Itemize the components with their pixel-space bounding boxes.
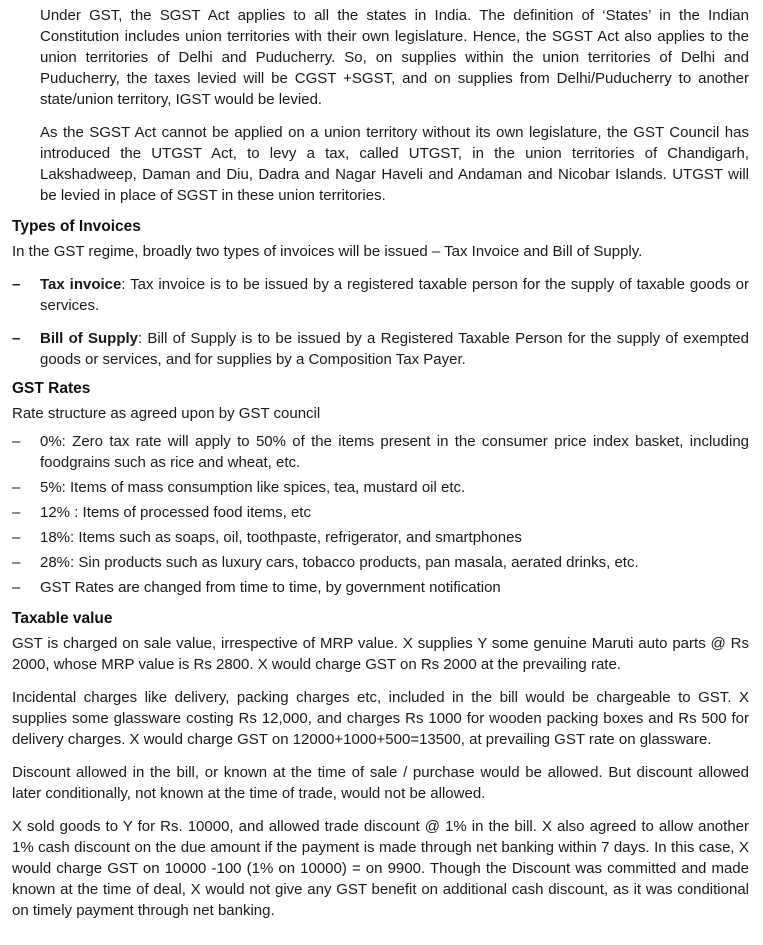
taxable-paragraph-mrp: GST is charged on sale value, irrespective of MRP value. X supplies Y some genuine Maruti auto parts @ Rs 2000, whose MRP value is Rs 2800. X would charge GST on Rs 2000 at the prevailing rate.: [12, 635, 749, 673]
invoices-intro: In the GST regime, broadly two types of invoices will be issued – Tax Invoice and Bill of Supply.: [12, 243, 643, 260]
section-heading-taxable-value: Taxable value: [12, 610, 113, 627]
taxable-paragraph-incidental: Incidental charges like delivery, packing charges etc, included in the bill would be chargeable to GST. X supplies some glassware costing Rs 12,000, and charges Rs 1000 for wooden packing boxes and Rs 500 for delivery charges. X would charge GST on 12000+1000+500=13500, at prevailing GST rate on glassware.: [12, 689, 749, 748]
list-item-text: 0%: Zero tax rate will apply to 50% of the items present in the consumer price index basket, including foodgrains such as rice and wheat, etc.: [40, 433, 749, 471]
term-definition: : Tax invoice is to be issued by a registered taxable person for the supply of taxable goods or services.: [40, 276, 749, 314]
list-item-tax-invoice: [12, 274, 749, 316]
list-item-text: GST Rates are changed from time to time, by government notification: [40, 579, 501, 596]
list-item-text: 28%: Sin products such as luxury cars, tobacco products, pan masala, aerated drinks, etc.: [40, 554, 639, 571]
intro-paragraph-utgst: As the SGST Act cannot be applied on a union territory without its own legislature, the GST Council has introduced the UTGST Act, to levy a tax, called UTGST, in the union territories of Chandigarh, Lakshadweep, Daman and Diu, Dadra and Nagar Haveli and Andaman and Nicobar Islands. UTGST will be levied in place of SGST in these union territories.: [40, 124, 749, 204]
list-item-rate-changes: [12, 577, 749, 598]
list-dash: –: [12, 276, 21, 293]
list-dash: –: [12, 330, 21, 347]
intro-paragraph-sgst: Under GST, the SGST Act applies to all the states in India. The definition of ‘States’ in the Indian Constitution includes union territories with their own legislature. Hence, the SGST Act also applies to the union territories of Delhi and Puducherry. So, on supplies within the union territories of Delhi and Puducherry, the taxes levied will be CGST +SGST, and on supplies from Delhi/Puducherry to another state/union territory, IGST would be levied.: [40, 7, 749, 108]
list-item-text: 18%: Items such as soaps, oil, toothpaste, refrigerator, and smartphones: [40, 529, 522, 546]
list-item-text: 12% : Items of processed food items, etc: [40, 504, 311, 521]
list-item-rate-18: [12, 527, 749, 548]
term-definition: : Bill of Supply is to be issued by a Registered Taxable Person for the supply of exempted goods or services, and for supplies by a Composition Tax Payer.: [40, 330, 749, 368]
list-dash: –: [12, 579, 21, 596]
taxable-paragraph-discount: Discount allowed in the bill, or known at the time of sale / purchase would be allowed. But discount allowed later conditionally, not known at the time of trade, would not be allowed.: [12, 764, 749, 802]
section-heading-invoices: Types of Invoices: [12, 218, 141, 235]
term-bill-of-supply: Bill of Supply: [40, 330, 138, 347]
list-item-bill-of-supply: [12, 328, 749, 370]
taxable-paragraph-example: X sold goods to Y for Rs. 10000, and allowed trade discount @ 1% in the bill. X also agreed to allow another 1% cash discount on the due amount if the payment is made through net banking within 7 days. In this case, X would charge GST on 10000 -100 (1% on 10000) = on 9900. Though the Discount was committed and made known at the time of deal, X would not give any GST benefit on additional cash discount, as it was conditional on timely payment through net banking.: [12, 818, 749, 919]
section-heading-rates: GST Rates: [12, 380, 91, 397]
rates-intro: Rate structure as agreed upon by GST council: [12, 405, 321, 422]
list-item-rate-12: [12, 502, 749, 523]
list-dash: –: [12, 554, 21, 571]
list-item-body: [40, 274, 749, 316]
list-item-rate-28: [12, 552, 749, 573]
list-item-rate-0: [12, 431, 749, 473]
list-dash: –: [12, 479, 21, 496]
list-item-body: [40, 328, 749, 370]
list-dash: –: [12, 529, 21, 546]
list-item-rate-5: [12, 477, 749, 498]
list-item-text: 5%: Items of mass consumption like spices, tea, mustard oil etc.: [40, 479, 466, 496]
term-tax-invoice: Tax invoice: [40, 276, 122, 293]
list-dash: –: [12, 433, 21, 450]
list-dash: –: [12, 504, 21, 521]
